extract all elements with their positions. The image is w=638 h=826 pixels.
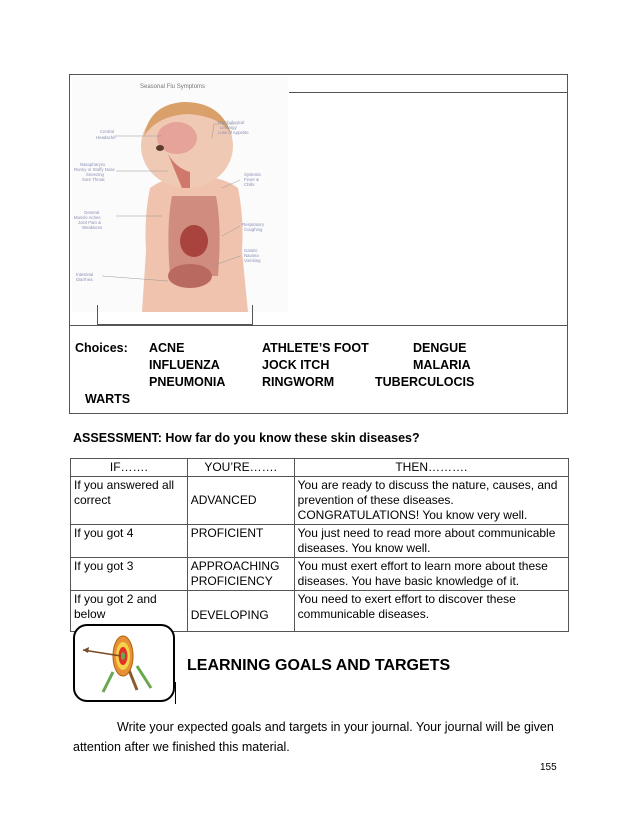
cell-level: APPROACHING PROFICIENCY [187, 558, 294, 591]
choice-item: RINGWORM [262, 375, 335, 389]
goals-divider [175, 682, 176, 704]
svg-text:Coughing: Coughing [244, 227, 263, 232]
cell-then: You are ready to discuss the nature, causes, and prevention of these diseases. CONGRATULATIONS! You know very well. [294, 477, 568, 525]
header-youre: YOU’RE……. [187, 459, 294, 477]
table-row [71, 477, 569, 525]
choice-item: TUBERCULOCIS [375, 375, 475, 389]
cell-then: You must exert effort to learn more about these diseases. You have basic knowledge of it. [294, 558, 568, 591]
cell-then: You just need to read more about communicable diseases. You know well. [294, 525, 568, 558]
assessment-table [70, 458, 569, 632]
choice-item: ACNE [149, 341, 185, 355]
activity-box-line [289, 92, 568, 93]
svg-text:Sneezing: Sneezing [86, 172, 104, 177]
svg-text:Sore Throat: Sore Throat [82, 177, 105, 182]
figure-frame-left [97, 305, 98, 325]
svg-text:Fever &: Fever & [244, 177, 260, 182]
figure-frame-bottom [97, 324, 252, 325]
svg-text:Diarrhea: Diarrhea [76, 277, 93, 282]
choice-item: WARTS [85, 392, 131, 406]
figure-title: Seasonal Flu Symptoms [140, 84, 206, 90]
assessment-title: ASSESSMENT: How far do you know these skin diseases? [73, 431, 420, 445]
svg-text:Central: Central [100, 129, 114, 134]
svg-text:Chills: Chills [244, 182, 255, 187]
cell-if: If you got 2 and below [71, 591, 188, 632]
table-row [71, 525, 569, 558]
choice-item: ATHLETE’S FOOT [262, 341, 369, 355]
choice-item: JOCK ITCH [262, 358, 330, 372]
svg-text:Respiratory: Respiratory [242, 222, 264, 227]
goals-title: LEARNING GOALS AND TARGETS [187, 657, 451, 674]
svg-text:Runny or Stuffy Nose: Runny or Stuffy Nose [74, 167, 115, 172]
cell-level: PROFICIENT [187, 525, 294, 558]
cell-if: If you got 4 [71, 525, 188, 558]
svg-text:General: General [84, 210, 100, 215]
goals-body: Write your expected goals and targets in your journal. Your journal will be given attention after we finished this material. [73, 720, 554, 754]
svg-text:Nasopharynx: Nasopharynx [80, 162, 106, 167]
figure-frame-right [252, 305, 253, 325]
header-then: THEN………. [294, 459, 568, 477]
svg-text:Vomiting: Vomiting [244, 258, 261, 263]
page-number: 155 [540, 762, 557, 773]
svg-text:Lethargy: Lethargy [220, 125, 237, 130]
choice-item: DENGUE [413, 341, 467, 355]
svg-text:Intestinal: Intestinal [76, 272, 94, 277]
cell-level: ADVANCED [187, 477, 294, 525]
choice-item: INFLUENZA [149, 358, 220, 372]
table-header-row [71, 459, 569, 477]
cell-level: DEVELOPING [187, 591, 294, 632]
svg-text:Joint Pain &: Joint Pain & [78, 220, 101, 225]
svg-text:Systemic: Systemic [244, 172, 262, 177]
target-arrow-icon [75, 626, 173, 700]
target-icon-box [73, 624, 175, 702]
svg-text:Nausea: Nausea [244, 253, 259, 258]
svg-text:Loss of Appetite: Loss of Appetite [218, 130, 249, 135]
choice-item: MALARIA [413, 358, 471, 372]
activity-box-divider [69, 325, 568, 326]
svg-text:Muscle Aches: Muscle Aches [74, 215, 101, 220]
cell-if: If you answered all correct [71, 477, 188, 525]
cell-then: You need to exert effort to discover these communicable diseases. [294, 591, 568, 632]
table-row [71, 558, 569, 591]
svg-text:Headache: Headache [96, 135, 116, 140]
cell-if: If you got 3 [71, 558, 188, 591]
svg-text:Weakness: Weakness [82, 225, 102, 230]
choices-label: Choices: [75, 341, 128, 355]
flu-symptoms-figure [72, 76, 288, 312]
svg-text:Psychological: Psychological [218, 120, 245, 125]
choice-item: PNEUMONIA [149, 375, 226, 389]
svg-text:Gastric: Gastric [244, 248, 258, 253]
header-if: IF……. [71, 459, 188, 477]
